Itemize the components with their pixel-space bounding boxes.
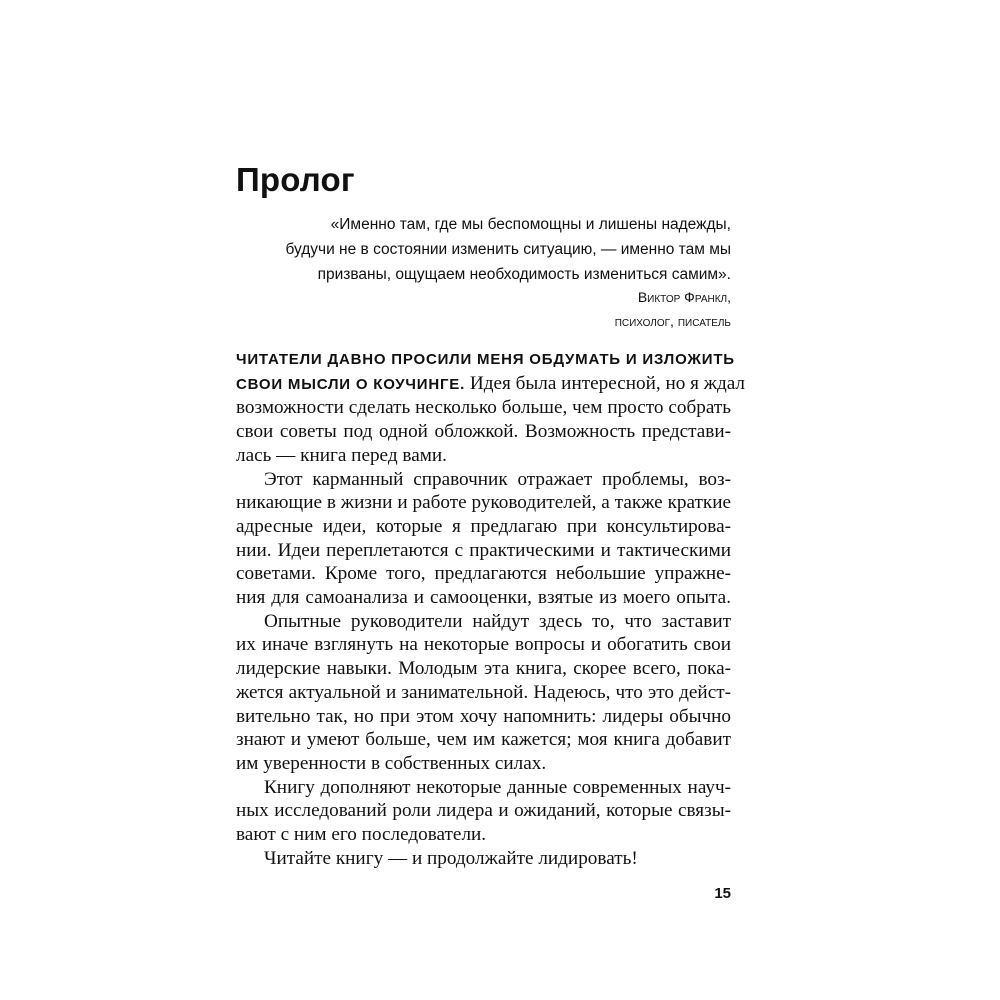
epigraph-line: «Именно там, где мы беспомощны и лишены надежды, <box>330 216 731 233</box>
body-line: адресные идеи, которые я предлагаю при консультирова- <box>236 515 731 537</box>
body-line: свои советы под одной обложкой. Возможность представи- <box>236 421 731 443</box>
body-line <box>236 372 746 397</box>
body-text <box>236 347 746 870</box>
epigraph-attribution <box>236 285 731 333</box>
lead-in-text: СВОИ МЫСЛИ О КОУЧИНГЕ. <box>236 375 466 393</box>
body-line: вительно так, но при этом хочу напомнить: лидеры обычно <box>236 705 731 727</box>
body-line: лидерские навыки. Молодым эта книга, скорее всего, пока- <box>236 658 731 680</box>
lead-in-text: ЧИТАТЕЛИ ДАВНО ПРОСИЛИ МЕНЯ ОБДУМАТЬ И ИЗЛОЖИТЬ <box>236 351 735 368</box>
body-line: ния для самоанализа и самооценки, взятые из моего опыта. <box>236 587 731 609</box>
body-line: жется актуальной и занимательной. Надеюсь, что это дейст- <box>236 681 731 703</box>
body-line: их иначе взглянуть на некоторые вопросы и обогатить свои <box>236 634 731 656</box>
body-line: Читайте книгу — и продолжайте лидировать! <box>264 847 638 869</box>
body-line: Книгу дополняют некоторые данные современных науч- <box>264 776 731 798</box>
body-line: Этот карманный справочник отражает проблемы, воз- <box>264 468 731 490</box>
page-number: 15 <box>714 885 731 902</box>
chapter-title: Пролог <box>236 161 355 198</box>
body-line: знают и умеют больше, чем им кажется; моя книга добавит <box>236 729 731 751</box>
epigraph-quote <box>236 212 731 287</box>
body-line: нии. Идеи переплетаются с практическими и тактическими <box>236 539 731 561</box>
body-line: им уверенности в собственных силах. <box>236 752 547 774</box>
body-line: никающие в жизни и работе руководителей, а также краткие <box>236 492 731 514</box>
body-line: Опытные руководители найдут здесь то, что заставит <box>264 610 731 632</box>
epigraph-line: призваны, ощущаем необходимость измениться самим». <box>317 266 731 283</box>
epigraph-author: Виктор Франкл, <box>637 289 731 305</box>
body-line-text: Идея была интересной, но я ждал <box>465 372 746 394</box>
body-line: советами. Кроме того, предлагаются небольшие упражне- <box>236 563 731 585</box>
body-line <box>236 347 735 372</box>
body-line: возможности сделать несколько больше, чем просто собрать <box>236 397 731 419</box>
epigraph-author-role: психолог, писатель <box>614 313 731 329</box>
body-line: вают с ним его последователи. <box>236 824 487 846</box>
epigraph-line: будучи не в состоянии изменить ситуацию, — именно там мы <box>285 241 731 258</box>
body-line: лась — книга перед вами. <box>236 444 447 466</box>
body-line: ных исследований роли лидера и ожиданий, которые связы- <box>236 800 731 822</box>
